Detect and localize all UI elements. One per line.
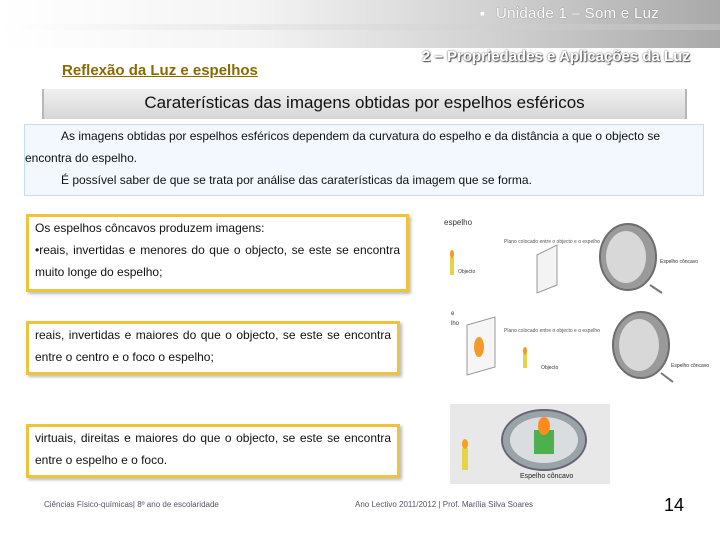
fig1-label-plane: Plano colocado entre o objecto e o espelho [504,239,600,245]
chapter-title: 2 – Propriedades e Aplicações da Luz [422,48,690,65]
candle-flame [462,439,468,449]
fig1-label-object: Objecto [458,269,476,275]
box1-text: •reais, invertidas e menores do que o objecto, se este se encontra muito longe do espelho; [35,243,400,279]
concave-mirror-case-1 [26,214,409,292]
box3-text: virtuais, direitas e maiores do que o objecto, se este se encontra entre o espelho e o foco. [35,431,391,467]
mirror-surface [606,231,646,283]
svg-text:lho: lho [451,321,460,327]
intro-paragraph-2: É possível saber de que se trata por análise das caraterísticas da imagem que se forma. [61,173,532,187]
intro-paragraph-1: As imagens obtidas por espelhos esféricos dependem da curvatura do espelho e da distância a que o objecto se encontra do espelho. [25,129,661,165]
section-title: Caraterísticas das imagens obtidas por espelhos esféricos [144,93,585,112]
svg-text:e: e [451,311,455,317]
svg-text:Espelho côncavo: Espelho côncavo [671,363,710,369]
section-title-bar [42,89,687,119]
intro-box [24,124,704,196]
candle [523,354,527,368]
candle-flame [450,250,454,258]
svg-text:Objecto: Objecto [541,365,559,371]
candle [462,448,468,470]
header-divider [0,24,720,30]
unit-title: Unidade 1 – Som e Luz [496,5,660,22]
footer-course: Ciências Físico-químicas| 8º ano de escolaridade [44,500,219,509]
topic-title: Reflexão da Luz e espelhos [62,62,258,79]
fig1-label-mirror: Espelho côncavo [660,259,699,265]
mirror-surface [619,319,659,371]
figure-far-object [442,215,699,295]
candle [450,257,454,275]
footer-teacher: Ano Lectivo 2011/2012 | Prof. Marília Silva Soares [355,500,534,509]
box1-heading: Os espelhos côncavos produzem imagens: [35,221,265,235]
reflected-flame [538,417,550,435]
fig1-label-top: espelho [444,218,473,227]
candle-flame [523,347,527,355]
concave-mirror-case-3 [26,424,400,478]
page-number: 14 [664,495,685,515]
figure-between-center-focus [449,307,710,387]
concave-mirror-case-2 [26,321,400,375]
projected-image [474,337,484,357]
unit-bullet: ▪ [480,5,485,21]
figure-between-mirror-focus [450,404,610,484]
fig3-label-mirror: Espelho côncavo [520,473,574,480]
svg-text:Plano colocado entre o objecto: Plano colocado entre o objecto e o espelho [504,328,600,334]
box2-text: reais, invertidas e maiores do que o objecto, se este se encontra entre o centro e o foco o espelho; [35,328,391,364]
